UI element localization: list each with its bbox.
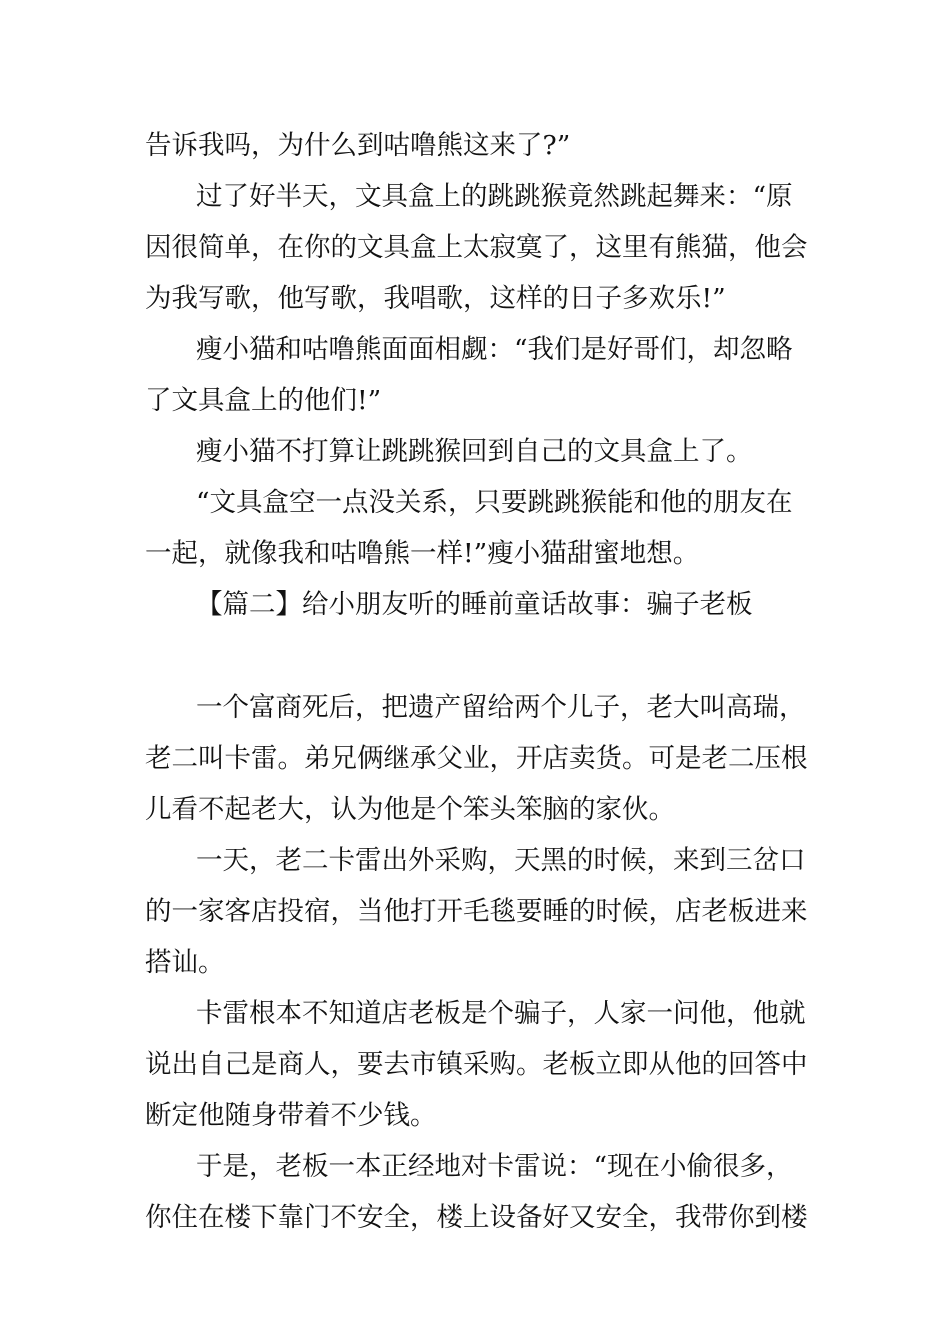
text-line: 断定他随身带着不少钱。 (145, 1100, 437, 1131)
text-line: 告诉我吗，为什么到咕噜熊这来了?” (145, 130, 571, 161)
text-line: 你住在楼下靠门不安全，楼上设备好又安全，我带你到楼 (145, 1202, 808, 1233)
text-line: 过了好半天，文具盒上的跳跳猴竟然跳起舞来：“原 (196, 181, 793, 212)
text-line: 瘦小猫不打算让跳跳猴回到自己的文具盒上了。 (196, 436, 753, 467)
text-line: 因很简单，在你的文具盒上太寂寞了，这里有熊猫，他会 (145, 232, 808, 263)
text-line: 卡雷根本不知道店老板是个骗子，人家一问他，他就 (196, 998, 806, 1029)
text-line: “文具盒空一点没关系，只要跳跳猴能和他的朋友在 (196, 487, 793, 518)
section-heading: 【篇二】给小朋友听的睡前童话故事：骗子老板 (196, 589, 753, 620)
text-line: 为我写歌，他写歌，我唱歌，这样的日子多欢乐!” (145, 283, 726, 314)
text-line: 搭讪。 (145, 947, 225, 978)
text-line: 说出自己是商人，要去市镇采购。老板立即从他的回答中 (145, 1049, 808, 1080)
text-line: 一天，老二卡雷出外采购，天黑的时候，来到三岔口 (196, 845, 806, 876)
text-line: 老二叫卡雷。弟兄俩继承父业，开店卖货。可是老二压根 (145, 743, 808, 774)
text-line: 瘦小猫和咕噜熊面面相觑：“我们是好哥们，却忽略 (196, 334, 793, 365)
text-line: 一个富商死后，把遗产留给两个儿子，老大叫高瑞， (196, 692, 806, 723)
text-line: 的一家客店投宿，当他打开毛毯要睡的时候，店老板进来 (145, 896, 808, 927)
text-line: 一起，就像我和咕噜熊一样!”瘦小猫甜蜜地想。 (145, 538, 700, 569)
text-line: 儿看不起老大，认为他是个笨头笨脑的家伙。 (145, 794, 675, 825)
text-line: 了文具盒上的他们!” (145, 385, 382, 416)
text-line: 于是，老板一本正经地对卡雷说：“现在小偷很多， (196, 1151, 793, 1182)
